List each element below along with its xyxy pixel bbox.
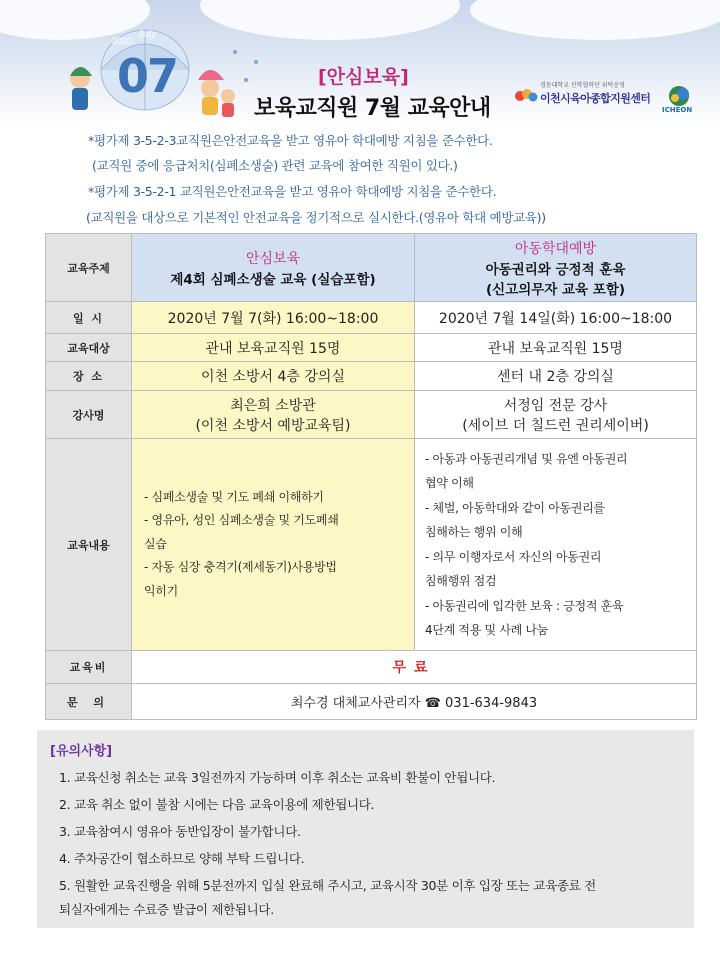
left-course-header — [132, 234, 415, 302]
page-title: 보육교직원 7월 교육안내 — [254, 96, 491, 121]
right-course-header — [415, 234, 697, 302]
table-row — [46, 334, 697, 362]
right-place: 센터 내 2층 강의실 — [415, 362, 697, 391]
row-label-content: 교육내용 — [46, 439, 132, 651]
notice-box — [37, 730, 694, 928]
right-instructor — [415, 391, 697, 439]
left-course-kicker: 안심보육 — [245, 250, 301, 267]
header-banner — [0, 0, 720, 125]
row-label-date: 일 시 — [46, 302, 132, 334]
month-label: July — [138, 28, 157, 40]
title-kicker: [안심보육] — [318, 66, 409, 88]
content-line: - 자동 심장 충격기(제세동기)사용방법 — [144, 560, 337, 575]
right-content — [415, 439, 697, 651]
content-line: 침해하는 행위 이해 — [425, 525, 523, 539]
table-row — [46, 302, 697, 334]
org-logo-block — [514, 80, 714, 120]
center-logo-icon — [514, 86, 538, 106]
year-label: 2020 — [112, 36, 133, 46]
right-course-kicker: 아동학대예방 — [514, 240, 597, 257]
notice-item: 4. 주차공간이 협소하므로 양해 부탁 드립니다. — [59, 851, 305, 866]
left-instructor — [132, 391, 415, 439]
content-line: - 아동권리에 입각한 보육 : 긍정적 훈육 — [425, 598, 624, 613]
month-number: 07 — [116, 49, 177, 103]
right-course-subtitle: (신고의무자 교육 포함) — [485, 281, 626, 298]
note-line: *평가제 3-5-2-1 교직원은안전교육을 받고 영유아 학대예방 지침을 준수한다. — [88, 184, 497, 199]
left-date: 2020년 7월 7(화) 16:00~18:00 — [132, 302, 415, 334]
content-line: 익히기 — [144, 583, 178, 598]
org-name: 이천시육아종합지원센터 — [540, 92, 651, 105]
notice-item: 퇴실자에게는 수료증 발급이 제한됩니다. — [59, 902, 274, 917]
right-date: 2020년 7월 14일(화) 16:00~18:00 — [415, 302, 697, 334]
left-content — [132, 439, 415, 651]
right-course-title: 아동권리와 긍정적 훈육 — [485, 261, 626, 278]
left-instructor-name: 최은희 소방관 — [230, 397, 316, 414]
right-instructor-org: (세이브 더 칠드런 권리세이버) — [462, 417, 649, 434]
row-label-target: 교육대상 — [46, 334, 132, 362]
row-label-inquiry: 문 의 — [46, 684, 132, 720]
note-line: (교직원을 대상으로 기본적인 안전교육을 정기적으로 실시한다.(영유아 학대 예방교육)) — [86, 210, 546, 225]
table-row — [46, 234, 697, 302]
content-line: 4단계 적용 및 사례 나눔 — [425, 623, 549, 637]
left-place: 이천 소방서 4층 강의실 — [132, 362, 415, 391]
notice-item: 1. 교육신청 취소는 교육 3일전까지 가능하며 이후 취소는 교육비 환불이 안됩니다. — [59, 770, 496, 785]
content-line: 침해행위 점검 — [425, 574, 497, 588]
note-line: *평가제 3-5-2-3교직원은안전교육을 받고 영유아 학대예방 지침을 준수한다. — [88, 133, 493, 148]
inquiry-contact: 최수경 대체교사관리자 ☎ 031-634-9843 — [132, 684, 697, 720]
row-label-place: 장 소 — [46, 362, 132, 391]
row-label-fee: 교육비 — [46, 651, 132, 684]
content-line: - 아동과 아동권리개념 및 유엔 아동권리 — [425, 451, 628, 466]
table-row — [46, 391, 697, 439]
right-instructor-name: 서정임 전문 강사 — [503, 397, 608, 414]
content-line: 실습 — [144, 536, 167, 551]
notice-title: [유의사항] — [50, 744, 113, 759]
left-instructor-org: (이천 소방서 예방교육팀) — [195, 417, 351, 434]
row-label-topic: 교육주제 — [46, 234, 132, 302]
org-brand: ICHEON — [662, 106, 693, 114]
content-line: - 심폐소생술 및 기도 폐쇄 이해하기 — [144, 489, 324, 504]
org-subtitle: 경동대학교 산학협력단 위탁운영 — [540, 82, 625, 89]
education-schedule-table — [45, 233, 697, 720]
fee-value: 무료 — [132, 651, 697, 684]
notice-item: 3. 교육참여시 영유아 동반입장이 불가합니다. — [59, 824, 301, 839]
content-line: - 영유아, 성인 심폐소생술 및 기도폐쇄 — [144, 513, 339, 528]
table-row — [46, 439, 697, 651]
left-course-title: 제4회 심폐소생술 교육 (실습포함) — [170, 271, 376, 288]
content-line: 협약 이해 — [425, 476, 474, 490]
note-line: (교직원 중에 응급처치(심폐소생술) 관련 교육에 참여한 직원이 있다.) — [92, 158, 458, 173]
content-line: - 체벌, 아동학대와 같이 아동권리를 — [425, 500, 605, 515]
left-target: 관내 보육교직원 15명 — [132, 334, 415, 362]
notice-item: 2. 교육 취소 없이 불참 시에는 다음 교육이용에 제한됩니다. — [59, 797, 375, 812]
table-row — [46, 684, 697, 720]
notice-item: 5. 원활한 교육진행을 위해 5분전까지 입실 완료해 주시고, 교육시작 30분 이후 입장 또는 교육종료 전 — [59, 878, 596, 893]
table-row — [46, 651, 697, 684]
cloud-decoration — [470, 0, 720, 40]
right-target: 관내 보육교직원 15명 — [415, 334, 697, 362]
table-row — [46, 362, 697, 391]
row-label-instructor: 강사명 — [46, 391, 132, 439]
content-line: - 의무 이행자로서 자신의 아동권리 — [425, 549, 602, 564]
